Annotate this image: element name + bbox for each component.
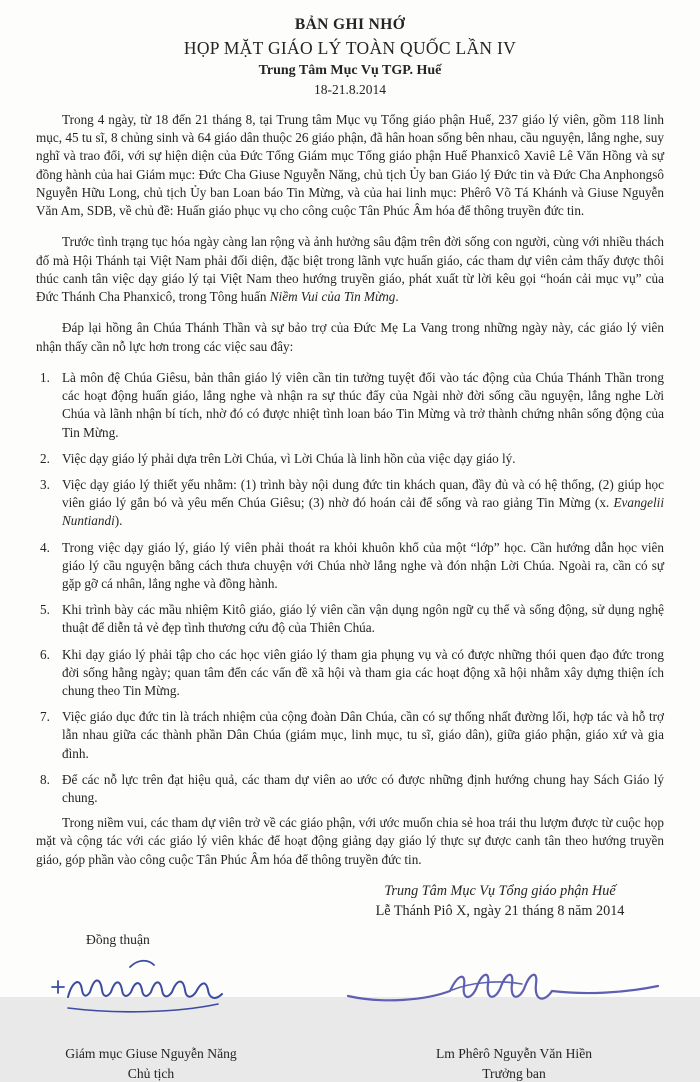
- item-text-post: ).: [114, 513, 123, 529]
- item-text: Việc dạy giáo lý phải dựa trên Lời Chúa, vì Lời Chúa là linh hồn của việc dạy giáo lý.: [62, 450, 516, 466]
- item-text: Việc giáo dục đức tin là trách nhiệm của cộng đoàn Dân Chúa, cần có sự thống nhất đường lối, hợp tác và hỗ trợ lẫn nhau giữa các thành phần Dân Chúa (giám mục, linh mục, tu sĩ, giáo dân), giữa giáo phận, giáo xứ và gia đình.: [62, 709, 664, 761]
- item-number: 8.: [40, 771, 50, 787]
- item-text-pre: Việc dạy giáo lý thiết yếu nhằm: (1) trình bày nội dung đức tin khách quan, đầy đủ và có hệ thống, (2) giúp học viên giáo lý gắn bó và yêu mến Chúa Giêsu; (3) nhờ đó hoán cải để sống và rao giảng Tin Mừng (x.: [62, 477, 664, 511]
- signatory-name: Lm Phêrô Nguyễn Văn Hiền: [435, 1045, 593, 1061]
- item-text: Khi trình bày các mầu nhiệm Kitô giáo, giáo lý viên cần vận dụng ngôn ngữ cụ thể và sống động, sử dụng nghệ thuật để diễn tả vẻ đẹp tình thương cứu độ của Thiên Chúa.: [62, 602, 664, 636]
- agreement-label: Đồng thuận: [86, 931, 150, 947]
- document-subtitle: HỌP MẶT GIÁO LÝ TOÀN QUỐC LẦN IV: [183, 38, 517, 58]
- closing-paragraph: Trong niềm vui, các tham dự viên trở về các giáo phận, với ước muốn chia sẻ hoa trái thu lượm được từ cuộc họp mặt và cộng tác với các giáo lý viên khác để hoạt động giảng dạy giáo lý thực sự được canh tân theo hướng truyền giáo, góp phần vào công cuộc Tân Phúc Âm hóa để thông truyền đức tin.: [36, 815, 664, 867]
- list-item: [36, 450, 664, 468]
- item-text: Khi dạy giáo lý phải tập cho các học viên giáo lý tham gia phụng vụ và có được những thói quen đạo đức trong đời sống hằng ngày; quan tâm đến các vấn đề xã hội và tham gia các hoạt động xã hội nhằm xây dựng thiện ích chung theo Tin Mừng.: [62, 646, 664, 699]
- document-body: [36, 111, 664, 869]
- list-item: [36, 369, 664, 442]
- item-number: 1.: [40, 370, 50, 385]
- item-text: Trong việc dạy giáo lý, giáo lý viên phải thoát ra khỏi khuôn khổ của một “lớp” học. Cần hướng dẫn học viên giáo lý cầu nguyện bằng cách thưa chuyện với Chúa nhờ lắng nghe và đón nhận Lời Chúa. Ngoài ra, cần có sự gặp gỡ cá nhân, lắng nghe và đồng hành.: [62, 539, 664, 592]
- item-text: Để các nỗ lực trên đạt hiệu quả, các tham dự viên ao ước có được những định hướng chung hay Sách Giáo lý chung.: [62, 771, 664, 806]
- signatory-name: Giám mục Giuse Nguyễn Năng: [65, 1045, 237, 1061]
- item-text: Là môn đệ Chúa Giêsu, bản thân giáo lý viên cần tin tưởng tuyệt đối vào tác động của Chúa Thánh Thần trong các hoạt động huấn giáo, lắng nghe và nhận ra sự thúc đẩy của Ngài nhờ đời sống cầu nguyện, lắng nghe Lời Chúa và lãnh nhận bí tích, nhờ đó có được nhiệt tình loan báo Tin Mừng và trở thành chứng nhân sống động của Tin Mừng.: [62, 370, 664, 440]
- item-number: 7.: [40, 709, 50, 725]
- context-paragraph: [36, 233, 664, 306]
- signatory-right: [364, 1046, 664, 1082]
- list-item: [36, 771, 664, 807]
- item-text: [62, 476, 664, 531]
- list-item: [36, 539, 664, 594]
- context-exhortation-title: Niềm Vui của Tin Mừng: [269, 289, 396, 305]
- item-number: 3.: [40, 477, 50, 493]
- dateline-block: [320, 883, 680, 920]
- item-number: 4.: [40, 539, 50, 555]
- signatory-left: [36, 1046, 266, 1082]
- memo-points-list: [36, 369, 664, 807]
- document-header: [36, 16, 664, 98]
- document-venue: Trung Tâm Mục Vụ TGP. Huế: [258, 63, 442, 78]
- dateline-organization: Trung Tâm Mục Vụ Tổng giáo phận Huế: [384, 882, 616, 899]
- list-item: [36, 646, 664, 701]
- signatory-title: Chủ tịch: [127, 1065, 175, 1081]
- handwritten-signature-right: [344, 964, 662, 1016]
- document-dates: 18-21.8.2014: [314, 82, 386, 97]
- handwritten-signature-left: [46, 952, 241, 1016]
- signatures-row: [36, 952, 664, 1022]
- resolve-lead-paragraph: Đáp lại hồng ân Chúa Thánh Thần và sự bảo trợ của Đức Mẹ La Vang trong những ngày này, các giáo lý viên nhận thấy cần nỗ lực hơn trong các việc sau đây:: [36, 320, 664, 354]
- list-item: [36, 601, 664, 637]
- signatories-row: [36, 1046, 664, 1082]
- intro-paragraph: Trong 4 ngày, từ 18 đến 21 tháng 8, tại Trung tâm Mục vụ Tổng giáo phận Huế, 237 giáo lý viên, gồm 118 linh mục, 45 tu sĩ, 8 chủng sinh và 64 giáo dân thuộc 26 giáo phận, đã hân hoan sống bên nhau, cầu nguyện, lắng nghe, suy nghĩ và trao đổi, với sự hiện diện của Đức Tổng Giám mục Tổng giáo phận Huế Phanxicô Xaviê Lê Văn Hồng và sự đồng hành của hai Giám mục: Đức Cha Giuse Nguyễn Năng, chủ tịch Ủy ban Giáo lý Đức tin và Đức Cha Anphongsô Nguyễn Hữu Long, chủ tịch Ủy ban Loan báo Tin Mừng, và của hai linh mục: Phêrô Võ Tá Khánh và Giuse Nguyễn Văn Am, SDB, về chủ đề: Huấn giáo phục vụ cho công cuộc Tân Phúc Âm hóa để thông truyền đức tin.: [36, 112, 664, 219]
- list-item: [36, 476, 664, 531]
- dateline-date: Lễ Thánh Piô X, ngày 21 tháng 8 năm 2014: [375, 902, 625, 919]
- context-text-end: .: [395, 289, 399, 305]
- signatory-title: Trưởng ban: [482, 1065, 546, 1081]
- signature-section: [36, 883, 664, 1082]
- list-item: [36, 708, 664, 763]
- document-title: BẢN GHI NHỚ: [294, 16, 406, 33]
- context-text: Trước tình trạng tục hóa ngày càng lan rộng và ảnh hưởng sâu đậm trên đời sống con người, cùng với nhiều thách đố mà Hội Thánh tại Việt Nam phải đối diện, đặc biệt trong lãnh vực huấn giáo, các tham dự viên cảm thấy được thôi thúc canh tân việc dạy giáo lý tại Việt Nam theo hướng truyền giáo, phát xuất từ lời kêu gọi “hoán cải mục vụ” của Đức Thánh Cha Phanxicô, trong Tông huấn: [36, 234, 664, 305]
- item-number: 2.: [40, 450, 50, 466]
- item-document-title: Evangelii Nuntiandi: [62, 495, 664, 529]
- item-number: 5.: [40, 602, 50, 618]
- item-number: 6.: [40, 646, 50, 662]
